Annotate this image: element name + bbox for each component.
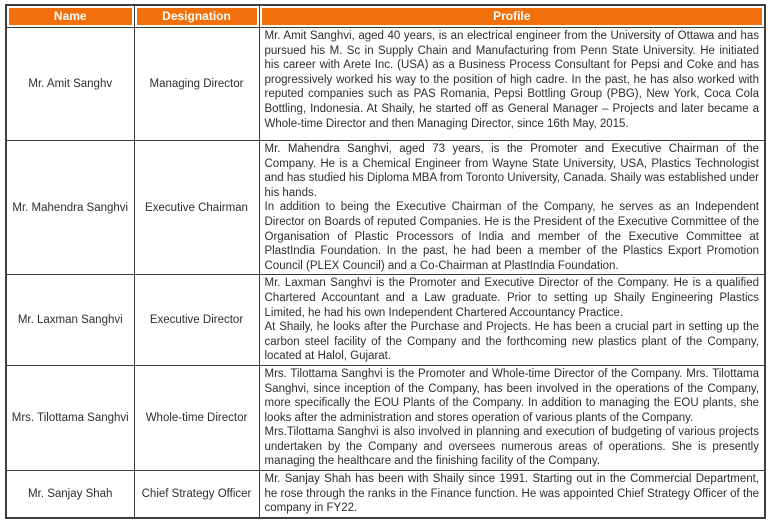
profile-cell bbox=[259, 28, 765, 141]
profile-paragraph: Mr. Laxman Sanghvi is the Promoter and Executive Director of the Company. He is a qualified Chartered Accountant and a Law graduate. Prior to setting up Shaily Engineering Plastics Limited, he had his own Independent Chartered Accountancy Practice. bbox=[264, 277, 759, 319]
profile-paragraph: Mr. Sanjay Shah has been with Shaily since 1991. Starting out in the Commercial Department, he rose through the ranks in the Finance function. He was appointed Chief Strategy Officer of the company in FY22. bbox=[264, 473, 759, 515]
table-row bbox=[6, 28, 765, 141]
profile-paragraph: Mrs. Tilottama Sanghvi is the Promoter and Whole-time Director of the Company. Mrs. Tilottama Sanghvi, since inception of the Company, has been involved in the operations of the Company, more specifically the EOU Plants of the Company. In addition to managing the EOU plants, she looks after the administration and stores operation of various plants of the Company. bbox=[264, 367, 759, 424]
name-cell: Mr. Laxman Sanghvi bbox=[6, 275, 134, 366]
header-cell-name bbox=[6, 5, 134, 28]
designation-cell: Managing Director bbox=[134, 28, 259, 141]
table-body bbox=[6, 28, 765, 518]
executives-table bbox=[5, 4, 766, 519]
profile-paragraph: At Shaily, he looks after the Purchase and Projects. He has been a crucial part in setting up the carbon steel facility of the Company and the forthcoming new plastics plant of the Company, located at Halol, Gujarat. bbox=[264, 321, 759, 363]
profile-cell bbox=[259, 471, 765, 518]
header-row bbox=[6, 5, 765, 28]
header-label-profile: Profile bbox=[262, 8, 763, 25]
header-label-name: Name bbox=[9, 8, 132, 25]
profile-paragraph: Mrs.Tilottama Sanghvi is also involved in planning and execution of budgeting of various projects undertaken by the Company and oversees numerous areas of operations. She is presently managing the healthcare and the finishing facility of the Company. bbox=[264, 426, 759, 468]
designation-cell: Executive Director bbox=[134, 275, 259, 366]
name-cell: Mr. Amit Sanghv bbox=[6, 28, 134, 141]
profile-cell bbox=[259, 365, 765, 470]
designation-cell: Executive Chairman bbox=[134, 141, 259, 275]
name-cell: Mrs. Tilottama Sanghvi bbox=[6, 365, 134, 470]
name-cell: Mr. Sanjay Shah bbox=[6, 471, 134, 518]
header-cell-profile bbox=[259, 5, 765, 28]
profile-cell bbox=[259, 275, 765, 366]
header-cell-designation bbox=[134, 5, 259, 28]
header-label-designation: Designation bbox=[137, 8, 257, 25]
profile-cell bbox=[259, 141, 765, 275]
table-header bbox=[6, 5, 765, 28]
table-row bbox=[6, 365, 765, 470]
table-row bbox=[6, 141, 765, 275]
designation-cell: Chief Strategy Officer bbox=[134, 471, 259, 518]
profile-paragraph: In addition to being the Executive Chairman of the Company, he serves as an Independent Director on Boards of reputed Companies. He is the President of the Executive Committee of the Organisation of Plastic Processors of India and member of the Executive Committee at PlastIndia Foundation. In the past, he had been a member of the Plastics Export Promotion Council (PLEX Council) and a Co-Chairman at PlastIndia Foundation. bbox=[264, 201, 759, 272]
profile-paragraph: Mr. Mahendra Sanghvi, aged 73 years, is the Promoter and Executive Chairman of the Company. He is a Chemical Engineer from Wayne State University, USA, Plastics Technologist and has studied his Diploma MBA from Toronto University, Canada. Shaily was established under his hands. bbox=[264, 143, 759, 199]
table-row bbox=[6, 275, 765, 366]
table-row bbox=[6, 471, 765, 518]
profile-paragraph: Mr. Amit Sanghvi, aged 40 years, is an electrical engineer from the University of Ottawa and has pursued his M. Sc in Supply Chain and Manufacturing from Penn State University. He initiated his career with Arete Inc. (USA) as a Business Process Consultant for Pepsi and Coke and has progressively worked his way to the position of high cadre. In the past, he has also worked with reputed companies such as PAS Romania, Pepsi Bottling Group (PBG), New York, Coca Cola Bottling, Indonesia. At Shaily, he started off as General Manager – Projects and later became a Whole-time Director and then Managing Director, since 16th May, 2015. bbox=[264, 30, 759, 130]
designation-cell: Whole-time Director bbox=[134, 365, 259, 470]
name-cell: Mr. Mahendra Sanghvi bbox=[6, 141, 134, 275]
